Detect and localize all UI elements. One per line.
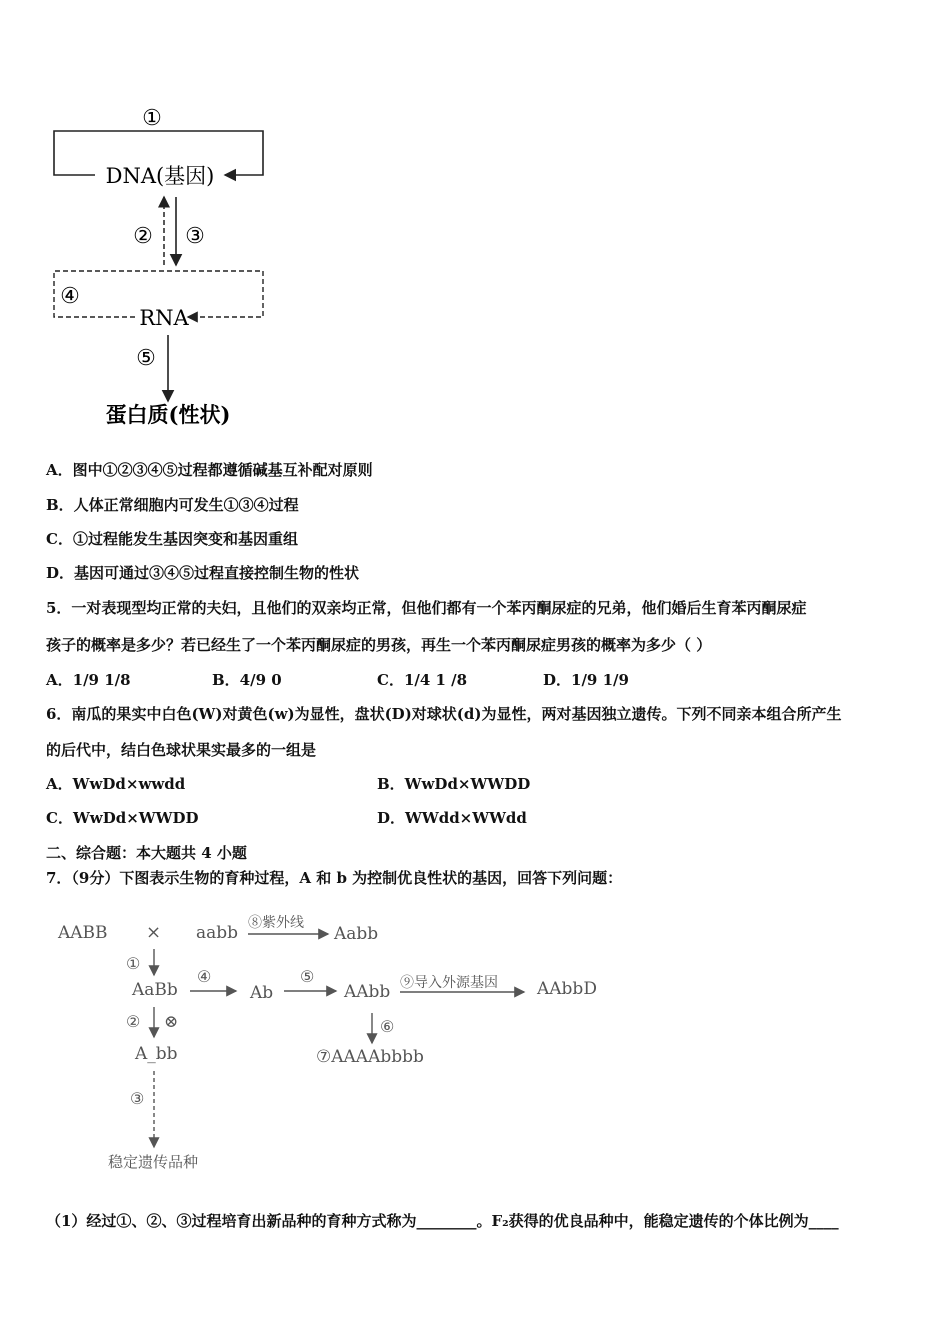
parent-aabb-dominant: AABB (58, 923, 108, 943)
q5-stem-line1: 5．一对表现型均正常的夫妇，且他们的双亲均正常，但他们都有一个苯丙酮尿症的兄弟，他们婚后生育苯丙酮尿症 (46, 599, 807, 617)
q4-option-b: B．人体正常细胞内可发生①③④过程 (46, 496, 299, 514)
q6-option-a: A．WwDd×wwdd (46, 775, 186, 793)
q5-option-c: C．1/4 1 /8 (377, 671, 468, 689)
q5-option-d: D．1/9 1/9 (543, 671, 629, 689)
label-2: ② (133, 224, 153, 249)
label-3: ③ (185, 224, 205, 249)
q5-option-b: B．4/9 0 (212, 671, 282, 689)
rna-label: RNA (139, 306, 189, 330)
label-4: ④ (60, 284, 80, 309)
q4-option-d: D．基因可通过③④⑤过程直接控制生物的性状 (46, 564, 360, 582)
mutant-aabb: Aabb (334, 924, 379, 944)
q6-stem-line2: 的后代中，结白色球状果实最多的一组是 (46, 741, 317, 759)
central-dogma-diagram (40, 95, 280, 440)
transgenic-aabbd: AAbbD (537, 979, 597, 999)
q5-option-a: A．1/9 1/8 (46, 671, 131, 689)
step-3-label: ③ (130, 1089, 145, 1108)
parent-aabb-recessive: aabb (196, 923, 239, 943)
tetraploid-label: ⑦AAAAbbbb (316, 1047, 424, 1067)
haploid-ab: Ab (250, 983, 274, 1003)
q6-option-c: C．WwDd×WWDD (46, 809, 199, 827)
step-8-uv-label: ⑧紫外线 (248, 915, 304, 931)
step-4-label: ④ (197, 967, 212, 986)
label-5: ⑤ (136, 346, 156, 371)
protein-trait-label: 蛋白质(性状) (105, 402, 231, 427)
step-1-label: ① (126, 954, 141, 973)
section-2-heading: 二、综合题：本大题共 4 小题 (46, 844, 247, 862)
step-6-label: ⑥ (380, 1017, 395, 1036)
doubled-aabb: AAbb (344, 982, 391, 1002)
q4-option-c: C．①过程能发生基因突变和基因重组 (46, 530, 298, 548)
step-9-label: ⑨导入外源基因 (400, 975, 498, 991)
step-5-label: ⑤ (300, 967, 315, 986)
q6-option-d: D．WWdd×WWdd (377, 809, 527, 827)
step-2-label: ② (126, 1012, 141, 1031)
cross-symbol: × (146, 922, 162, 943)
q6-option-b: B．WwDd×WWDD (377, 775, 531, 793)
q5-stem-line2: 孩子的概率是多少？若已经生了一个苯丙酮尿症的男孩，再生一个苯丙酮尿症男孩的概率为多少（ ） (46, 636, 712, 654)
q7-intro: 7．（9分）下图表示生物的育种过程，A 和 b 为控制优良性状的基因，回答下列问题： (46, 869, 623, 887)
breeding-process-diagram (50, 905, 620, 1180)
q6-stem-line1: 6．南瓜的果实中白色(W)对黄色(w)为显性，盘状(D)对球状(d)为显性，两对基因独立遗传。下列不同亲本组合所产生 (46, 705, 842, 723)
f2-a-bb: A_bb (135, 1044, 178, 1064)
label-1: ① (142, 106, 162, 131)
selfing-symbol: ⊗ (164, 1012, 179, 1032)
stable-variety-label: 稳定遗传品种 (108, 1153, 199, 1171)
dna-gene-label: DNA(基因) (105, 164, 215, 188)
f1-aabb: AaBb (132, 980, 178, 1000)
q7-subquestion-1: （1）经过①、②、③过程培育出新品种的育种方式称为________。F₂获得的优良品种中，能稳定遗传的个体比例为____ (46, 1212, 839, 1230)
q4-option-a: A．图中①②③④⑤过程都遵循碱基互补配对原则 (46, 461, 373, 479)
